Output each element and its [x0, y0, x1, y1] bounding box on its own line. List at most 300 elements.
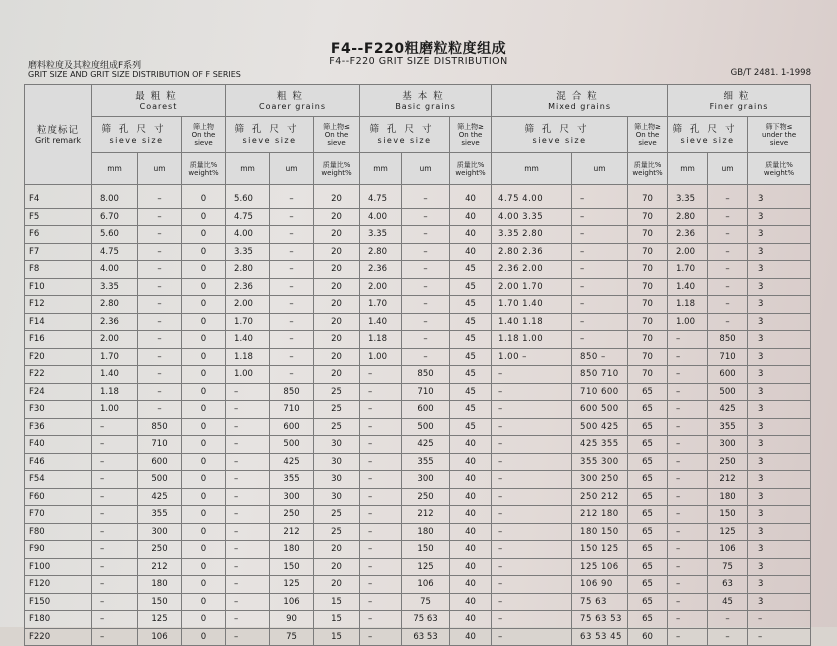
table-cell: 45	[450, 296, 492, 314]
table-cell: –	[138, 401, 182, 419]
table-cell: 40	[450, 471, 492, 489]
table-cell: 425	[402, 436, 450, 454]
table-cell: 65	[628, 436, 668, 454]
table-cell: 75	[402, 593, 450, 611]
table-cell: 40	[450, 506, 492, 524]
table-cell: 3	[748, 593, 811, 611]
on-sieve-en2: sieve	[194, 138, 213, 147]
table-cell: –	[360, 593, 402, 611]
table-cell: –	[270, 243, 314, 261]
on-sieve-en: On the	[635, 130, 660, 139]
sieve-size-cn: 筛孔尺寸	[369, 123, 440, 135]
table-cell: 3.35 2.80	[492, 226, 572, 244]
table-cell: –	[572, 313, 628, 331]
table-cell: –	[270, 296, 314, 314]
sieve-size-cn: 筛孔尺寸	[101, 123, 172, 135]
table-cell: –	[668, 453, 708, 471]
table-cell: 710	[402, 383, 450, 401]
table-cell: 850	[138, 418, 182, 436]
on-sieve-cn: 筛上物	[193, 122, 215, 131]
table-cell: 20	[314, 576, 360, 594]
table-cell: 0	[182, 471, 226, 489]
table-cell: –	[92, 523, 138, 541]
table-row	[25, 611, 811, 629]
grit-remark-cn: 粒度标记	[36, 124, 79, 136]
grit-cell: F10	[25, 278, 92, 296]
table-cell: –	[668, 628, 708, 646]
on-sieve-cn: 筛上物≥	[634, 122, 661, 131]
table-row	[25, 226, 811, 244]
group-finer-cn: 细粒	[723, 90, 755, 102]
table-cell: 25	[314, 418, 360, 436]
table-cell: –	[492, 576, 572, 594]
table-cell: –	[360, 541, 402, 559]
unit-mm: mm	[492, 153, 572, 185]
series-label-cn: 磨料粒度及其粒度组成F系列	[28, 61, 142, 71]
table-cell: 2.36	[226, 278, 270, 296]
table-cell: 0	[182, 278, 226, 296]
table-cell: 20	[314, 226, 360, 244]
table-cell: –	[226, 418, 270, 436]
table-cell: 63	[708, 576, 748, 594]
mass-ratio-header	[450, 153, 492, 185]
on-sieve-header	[182, 117, 226, 153]
group-mixed-cn: 混合粒	[556, 90, 603, 102]
table-row	[25, 576, 811, 594]
table-cell: 0	[182, 331, 226, 349]
group-mixed	[492, 85, 668, 117]
table-cell: –	[668, 348, 708, 366]
table-cell: 250	[708, 453, 748, 471]
table-row	[25, 313, 811, 331]
table-cell: 65	[628, 593, 668, 611]
table-row	[25, 506, 811, 524]
table-cell: –	[226, 383, 270, 401]
table-cell: 45	[450, 366, 492, 384]
grit-remark-header	[25, 85, 92, 185]
table-cell: 600 500	[572, 401, 628, 419]
table-cell: 106	[708, 541, 748, 559]
table-cell: 3	[748, 261, 811, 279]
series-label-en: GRIT SIZE AND GRIT SIZE DISTRIBUTION OF F SERIES	[28, 70, 241, 79]
table-cell: 710	[270, 401, 314, 419]
mass-ratio-en: weight%	[321, 168, 352, 177]
table-cell: 4.00	[92, 261, 138, 279]
table-cell: 500	[402, 418, 450, 436]
page-title: F4--F220粗磨粒粒度组成	[330, 41, 507, 57]
grit-remark-en: Grit remark	[34, 135, 82, 145]
table-cell: 4.75 4.00	[492, 185, 572, 209]
table-cell: –	[92, 471, 138, 489]
table-cell: –	[360, 506, 402, 524]
table-cell: 212	[402, 506, 450, 524]
table-cell: 65	[628, 541, 668, 559]
table-row	[25, 261, 811, 279]
table-cell: –	[360, 523, 402, 541]
table-row	[25, 523, 811, 541]
table-cell: 150	[138, 593, 182, 611]
grit-cell: F90	[25, 541, 92, 559]
table-cell: –	[402, 208, 450, 226]
table-cell: –	[270, 278, 314, 296]
table-cell: 25	[314, 523, 360, 541]
table-row	[25, 331, 811, 349]
grit-cell: F24	[25, 383, 92, 401]
table-cell: 0	[182, 226, 226, 244]
table-cell: 0	[182, 296, 226, 314]
table-cell: 3	[748, 331, 811, 349]
table-cell: 4.00	[360, 208, 402, 226]
table-cell: 3	[748, 383, 811, 401]
table-cell: –	[708, 611, 748, 629]
table-row	[25, 418, 811, 436]
table-cell: –	[402, 226, 450, 244]
table-cell: 300	[270, 488, 314, 506]
unit-um: um	[708, 153, 748, 185]
table-cell: –	[492, 611, 572, 629]
table-cell: –	[270, 348, 314, 366]
table-cell: –	[138, 185, 182, 209]
table-cell: –	[360, 401, 402, 419]
grit-cell: F60	[25, 488, 92, 506]
table-cell: –	[360, 628, 402, 646]
table-cell: 3	[748, 436, 811, 454]
table-cell: –	[492, 418, 572, 436]
table-cell: –	[708, 226, 748, 244]
table-cell: 65	[628, 488, 668, 506]
table-cell: –	[668, 593, 708, 611]
table-cell: 0	[182, 488, 226, 506]
table-cell: 2.00	[92, 331, 138, 349]
table-cell: 1.00	[360, 348, 402, 366]
grit-cell: F40	[25, 436, 92, 454]
table-cell: –	[92, 453, 138, 471]
table-cell: –	[668, 436, 708, 454]
table-cell: –	[668, 576, 708, 594]
group-mixed-en: Mixed grains	[548, 101, 611, 111]
table-cell: –	[360, 576, 402, 594]
grit-cell: F7	[25, 243, 92, 261]
table-cell: –	[572, 296, 628, 314]
table-cell: 45	[450, 383, 492, 401]
table-cell: 25	[314, 506, 360, 524]
table-cell: 212	[138, 558, 182, 576]
table-row	[25, 348, 811, 366]
on-sieve-en2: sieve	[327, 138, 346, 147]
table-cell: –	[138, 278, 182, 296]
table-cell: –	[138, 331, 182, 349]
table-cell: 1.18	[226, 348, 270, 366]
table-cell: 40	[450, 488, 492, 506]
group-finer-en: Finer grains	[709, 101, 769, 111]
unit-mm: mm	[668, 153, 708, 185]
table-cell: 65	[628, 576, 668, 594]
table-cell: –	[668, 541, 708, 559]
table-cell: –	[668, 488, 708, 506]
table-cell: 1.18	[360, 331, 402, 349]
table-cell: 3	[748, 506, 811, 524]
mass-ratio-header	[314, 153, 360, 185]
sieve-size-cn: 筛孔尺寸	[524, 123, 595, 135]
table-cell: 0	[182, 436, 226, 454]
table-cell: 0	[182, 383, 226, 401]
table-cell: 65	[628, 523, 668, 541]
table-cell: 1.18 1.00	[492, 331, 572, 349]
table-cell: –	[572, 208, 628, 226]
unit-mm: mm	[92, 153, 138, 185]
table-cell: 45	[450, 313, 492, 331]
group-basic-en: Basic grains	[395, 101, 456, 111]
table-cell: 45	[450, 261, 492, 279]
table-cell: 850	[270, 383, 314, 401]
table-cell: 106	[270, 593, 314, 611]
table-cell: –	[226, 628, 270, 646]
table-cell: –	[226, 436, 270, 454]
table-cell: –	[360, 453, 402, 471]
table-cell: 0	[182, 261, 226, 279]
table-cell: 300	[402, 471, 450, 489]
on-sieve-header	[628, 117, 668, 153]
table-cell: 65	[628, 611, 668, 629]
table-cell: 2.80	[360, 243, 402, 261]
table-cell: 3	[748, 366, 811, 384]
grit-cell: F180	[25, 611, 92, 629]
table-cell: 850	[402, 366, 450, 384]
table-cell: 710	[138, 436, 182, 454]
table-cell: 0	[182, 593, 226, 611]
table-cell: 90	[270, 611, 314, 629]
table-cell: 63 53	[402, 628, 450, 646]
table-cell: 1.40	[92, 366, 138, 384]
table-cell: 1.40 1.18	[492, 313, 572, 331]
table-cell: 75	[270, 628, 314, 646]
table-cell: 212	[708, 471, 748, 489]
table-cell: –	[360, 558, 402, 576]
table-cell: –	[270, 331, 314, 349]
table-cell: 65	[628, 418, 668, 436]
table-cell: 20	[314, 278, 360, 296]
table-cell: 8.00	[92, 185, 138, 209]
group-coarest	[92, 85, 226, 117]
table-row	[25, 558, 811, 576]
table-cell: –	[402, 185, 450, 209]
table-cell: 180 150	[572, 523, 628, 541]
grit-cell: F30	[25, 401, 92, 419]
table-cell: 70	[628, 366, 668, 384]
table-cell: 3	[748, 488, 811, 506]
table-cell: 425	[708, 401, 748, 419]
grit-cell: F12	[25, 296, 92, 314]
table-cell: 2.36	[92, 313, 138, 331]
table-cell: 6.70	[92, 208, 138, 226]
mass-ratio-cn: 质量比%	[456, 160, 485, 169]
table-cell: 70	[628, 243, 668, 261]
table-cell: –	[572, 261, 628, 279]
unit-mm: mm	[226, 153, 270, 185]
table-body	[25, 185, 811, 646]
grit-cell: F100	[25, 558, 92, 576]
on-sieve-en: On the	[191, 130, 216, 139]
table-cell: 1.70	[668, 261, 708, 279]
table-cell: 75 63	[402, 611, 450, 629]
table-cell: 212 180	[572, 506, 628, 524]
table-cell: –	[138, 313, 182, 331]
table-cell: 40	[450, 453, 492, 471]
table-cell: 300	[138, 523, 182, 541]
sieve-size-header	[92, 117, 182, 153]
table-cell: 150	[708, 506, 748, 524]
table-cell: 0	[182, 506, 226, 524]
table-cell: 5.60	[92, 226, 138, 244]
group-coarer-cn: 粗粒	[277, 90, 309, 102]
table-cell: 45	[450, 418, 492, 436]
on-sieve-en: On the	[458, 130, 483, 139]
table-cell: 2.00	[226, 296, 270, 314]
grit-cell: F46	[25, 453, 92, 471]
table-row	[25, 208, 811, 226]
table-cell: 355	[402, 453, 450, 471]
table-cell: 106	[138, 628, 182, 646]
table-cell: –	[226, 401, 270, 419]
grit-cell: F220	[25, 628, 92, 646]
on-sieve-cn: 筛上物≥	[457, 122, 484, 131]
table-cell: 1.70	[360, 296, 402, 314]
table-cell: –	[138, 366, 182, 384]
table-cell: 106 90	[572, 576, 628, 594]
table-cell: 0	[182, 541, 226, 559]
table-cell: 3	[748, 541, 811, 559]
table-cell: –	[708, 185, 748, 209]
table-cell: 30	[314, 436, 360, 454]
mass-ratio-en: weight%	[455, 168, 486, 177]
table-cell: –	[360, 366, 402, 384]
table-cell: 425 355	[572, 436, 628, 454]
table-cell: 1.18	[92, 383, 138, 401]
sieve-size-header	[226, 117, 314, 153]
table-cell: –	[92, 628, 138, 646]
table-cell: 65	[628, 383, 668, 401]
grit-cell: F6	[25, 226, 92, 244]
table-row	[25, 278, 811, 296]
table-cell: 3	[748, 185, 811, 209]
table-cell: 70	[628, 278, 668, 296]
table-cell: –	[226, 576, 270, 594]
on-sieve-cn: 筛上物≤	[323, 122, 350, 131]
standard-code: GB/T 2481. 1-1998	[730, 68, 811, 78]
table-cell: 150	[402, 541, 450, 559]
table-cell: 3	[748, 243, 811, 261]
table-cell: –	[270, 366, 314, 384]
table-row	[25, 436, 811, 454]
table-cell: –	[708, 296, 748, 314]
table-cell: 300 250	[572, 471, 628, 489]
grit-cell: F20	[25, 348, 92, 366]
table-cell: 600	[270, 418, 314, 436]
table-cell: –	[270, 226, 314, 244]
table-cell: 1.00	[226, 366, 270, 384]
table-cell: –	[668, 558, 708, 576]
table-cell: 1.40	[668, 278, 708, 296]
mass-ratio-header	[182, 153, 226, 185]
table-cell: 4.75	[92, 243, 138, 261]
table-cell: 1.70	[226, 313, 270, 331]
table-cell: 5.60	[226, 185, 270, 209]
table-cell: 500	[138, 471, 182, 489]
table-cell: 2.36	[360, 261, 402, 279]
table-cell: –	[92, 488, 138, 506]
table-cell: 45	[450, 401, 492, 419]
table-cell: 15	[314, 628, 360, 646]
unit-mm: mm	[360, 153, 402, 185]
mass-ratio-cn: 质量比%	[765, 160, 793, 169]
sieve-size-en: sieve size	[680, 135, 735, 145]
table-cell: 4.75	[360, 185, 402, 209]
sieve-size-header	[668, 117, 748, 153]
sieve-size-header	[360, 117, 450, 153]
table-cell: 300	[708, 436, 748, 454]
table-cell: 20	[314, 541, 360, 559]
table-cell: 70	[628, 348, 668, 366]
table-cell: 70	[628, 313, 668, 331]
table-cell: 65	[628, 453, 668, 471]
table-cell: 40	[450, 523, 492, 541]
table-cell: 40	[450, 558, 492, 576]
table-cell: 3.35	[226, 243, 270, 261]
table-cell: 600	[708, 366, 748, 384]
table-cell: –	[360, 436, 402, 454]
table-cell: 65	[628, 401, 668, 419]
table-cell: 3	[748, 523, 811, 541]
table-cell: 3	[748, 453, 811, 471]
mass-ratio-en: weight%	[632, 168, 663, 177]
table-cell: 40	[450, 226, 492, 244]
table-cell: 3	[748, 558, 811, 576]
table-cell: –	[92, 436, 138, 454]
page-subtitle: F4--F220 GRIT SIZE DISTRIBUTION	[329, 56, 508, 67]
table-cell: 2.80	[668, 208, 708, 226]
table-cell: 212	[270, 523, 314, 541]
sieve-size-en: sieve size	[532, 135, 587, 145]
table-cell: 20	[314, 348, 360, 366]
table-cell: 70	[628, 261, 668, 279]
table-cell: 65	[628, 558, 668, 576]
table-cell: 40	[450, 185, 492, 209]
table-cell: 850 –	[572, 348, 628, 366]
table-cell: 125 106	[572, 558, 628, 576]
table-cell: 355	[138, 506, 182, 524]
sieve-size-en: sieve size	[242, 135, 297, 145]
table-cell: –	[492, 453, 572, 471]
table-cell: –	[492, 488, 572, 506]
table-cell: 15	[314, 611, 360, 629]
table-cell: 30	[314, 488, 360, 506]
group-basic	[360, 85, 492, 117]
mass-ratio-header	[628, 153, 668, 185]
table-cell: 180	[708, 488, 748, 506]
table-cell: 3	[748, 418, 811, 436]
table-cell: 0	[182, 576, 226, 594]
group-coarest-en: Coarest	[139, 101, 178, 111]
table-cell: 30	[314, 471, 360, 489]
table-cell: –	[572, 243, 628, 261]
grit-cell: F36	[25, 418, 92, 436]
table-cell: –	[572, 278, 628, 296]
table-cell: –	[92, 558, 138, 576]
under-sieve-header	[748, 117, 811, 153]
table-cell: 0	[182, 523, 226, 541]
table-cell: 40	[450, 593, 492, 611]
table-row	[25, 541, 811, 559]
